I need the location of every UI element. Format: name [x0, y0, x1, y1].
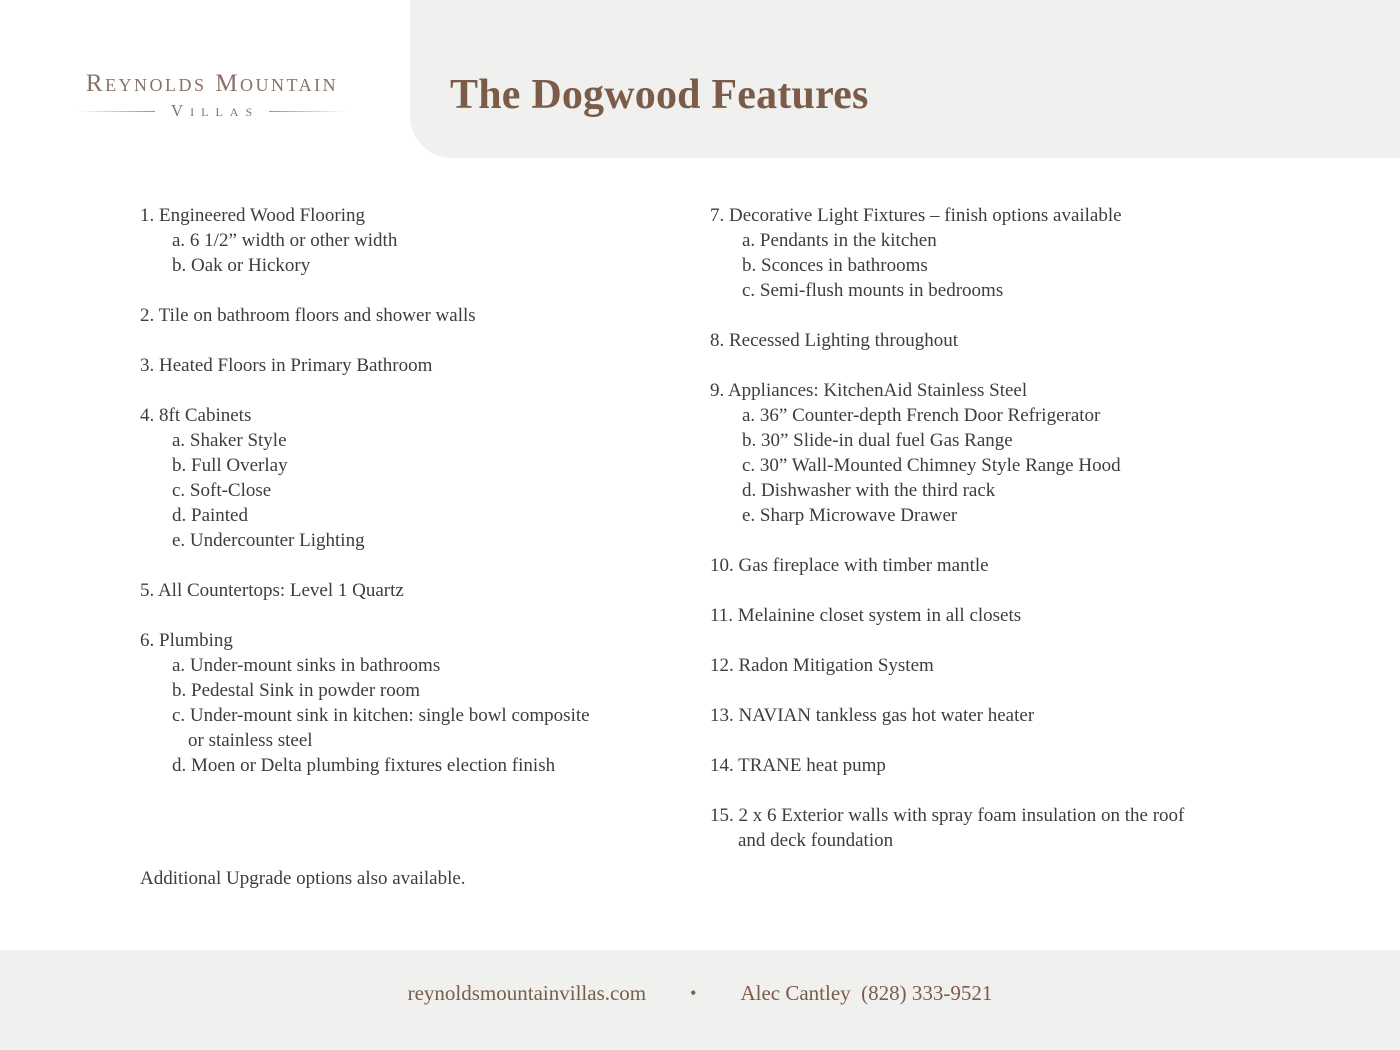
feature-subitem-9b: b. 30” Slide-in dual fuel Gas Range — [742, 430, 1013, 451]
feature-subitem-4e: e. Undercounter Lighting — [172, 530, 365, 551]
feature-item-continuation: and deck foundation — [738, 830, 894, 851]
feature-subitem-9d: d. Dishwasher with the third rack — [742, 480, 996, 501]
feature-item-14 — [710, 753, 1330, 778]
features-column-right — [710, 203, 1330, 853]
logo-rule-right — [269, 111, 346, 112]
feature-item-1 — [140, 203, 685, 278]
feature-item-12 — [710, 653, 1330, 678]
feature-item-text: 14. TRANE heat pump — [710, 755, 886, 776]
feature-item-5 — [140, 578, 685, 603]
feature-item-15 — [710, 803, 1330, 853]
feature-subitem-continuation: or stainless steel — [188, 730, 313, 751]
brand-name: Reynolds Mountain — [85, 70, 339, 97]
website-text: reynoldsmountainvillas.com — [407, 980, 647, 1005]
feature-item-text: 10. Gas fireplace with timber mantle — [710, 555, 989, 576]
brand-subtitle: Villas — [170, 101, 260, 120]
feature-item-text: 6. Plumbing — [140, 630, 233, 651]
bullet-separator-icon: • — [690, 983, 697, 1003]
feature-subitem-1b: b. Oak or Hickory — [172, 255, 311, 276]
feature-item-text: 1. Engineered Wood Flooring — [140, 205, 366, 226]
contact-text: Alec Cantley (828) 333-9521 — [740, 980, 993, 1005]
feature-item-11 — [710, 603, 1330, 628]
feature-item-text: 7. Decorative Light Fixtures – finish options available — [710, 205, 1122, 226]
feature-item-text: 13. NAVIAN tankless gas hot water heater — [710, 705, 1035, 726]
feature-item-text: 4. 8ft Cabinets — [140, 405, 252, 426]
feature-item-text: 12. Radon Mitigation System — [710, 655, 934, 676]
feature-subitem-7b: b. Sconces in bathrooms — [742, 255, 928, 276]
feature-item-text: 5. All Countertops: Level 1 Quartz — [140, 580, 404, 601]
feature-subitem-9e: e. Sharp Microwave Drawer — [742, 505, 958, 526]
feature-item-text: 2. Tile on bathroom floors and shower walls — [140, 305, 476, 326]
header-band — [410, 0, 1400, 158]
brand-subtitle-row — [78, 100, 346, 122]
feature-subitem-9c: c. 30” Wall-Mounted Chimney Style Range Hood — [742, 455, 1121, 476]
feature-item-text: 15. 2 x 6 Exterior walls with spray foam insulation on the roof — [710, 805, 1185, 826]
features-column-left — [140, 203, 685, 778]
upgrade-note: Additional Upgrade options also available. — [140, 868, 466, 889]
feature-item-7 — [710, 203, 1330, 303]
footer-bar — [0, 950, 1400, 1050]
feature-item-text: 11. Melainine closet system in all closets — [710, 605, 1022, 626]
feature-item-text: 3. Heated Floors in Primary Bathroom — [140, 355, 433, 376]
feature-subitem-4a: a. Shaker Style — [172, 430, 287, 451]
feature-subitem-6c: c. Under-mount sink in kitchen: single bowl composite — [172, 705, 590, 726]
feature-subitem-7a: a. Pendants in the kitchen — [742, 230, 937, 251]
feature-item-2 — [140, 303, 685, 328]
feature-subitem-7c: c. Semi-flush mounts in bedrooms — [742, 280, 1004, 301]
feature-item-text: 8. Recessed Lighting throughout — [710, 330, 959, 351]
feature-subitem-6d: d. Moen or Delta plumbing fixtures election finish — [172, 755, 556, 776]
page-title: The Dogwood Features — [450, 72, 869, 118]
feature-item-8 — [710, 328, 1330, 353]
feature-subitem-4c: c. Soft-Close — [172, 480, 272, 501]
feature-subitem-4b: b. Full Overlay — [172, 455, 288, 476]
feature-item-9 — [710, 378, 1330, 528]
feature-subitem-1a: a. 6 1/2” width or other width — [172, 230, 398, 251]
feature-subitem-6a: a. Under-mount sinks in bathrooms — [172, 655, 441, 676]
feature-item-10 — [710, 553, 1330, 578]
feature-item-3 — [140, 353, 685, 378]
feature-item-6 — [140, 628, 685, 778]
brand-logo — [78, 70, 346, 122]
feature-item-text: 9. Appliances: KitchenAid Stainless Steel — [710, 380, 1028, 401]
logo-rule-left — [78, 111, 155, 112]
feature-subitem-6b: b. Pedestal Sink in powder room — [172, 680, 421, 701]
feature-subitem-4d: d. Painted — [172, 505, 248, 526]
feature-item-4 — [140, 403, 685, 553]
feature-item-13 — [710, 703, 1330, 728]
feature-subitem-9a: a. 36” Counter-depth French Door Refrigerator — [742, 405, 1101, 426]
